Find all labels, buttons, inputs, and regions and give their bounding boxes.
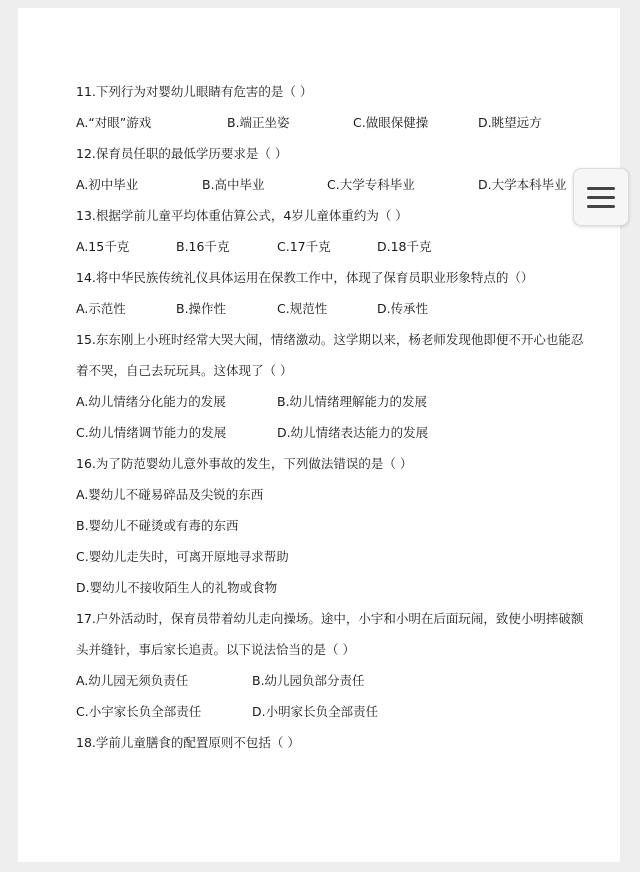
question-17-options-row-2	[76, 699, 576, 730]
question-13-option-c: C.17千克	[277, 239, 331, 254]
question-12-options	[76, 172, 576, 203]
question-12-stem: 12.保育员任职的最低学历要求是（ ）	[76, 146, 288, 161]
question-14-option-b: B.操作性	[176, 301, 227, 316]
question-12-option-c: C.大学专科毕业	[327, 177, 415, 192]
menu-button[interactable]	[573, 168, 629, 226]
question-11-option-b: B.端正坐姿	[227, 115, 290, 130]
question-17-stem-line-1: 17.户外活动时，保育员带着幼儿走向操场。途中，小宇和小明在后面玩闹，致使小明摔破额	[76, 611, 584, 626]
hamburger-icon	[587, 187, 615, 190]
hamburger-icon-bar	[587, 196, 615, 199]
question-15-option-c: C.幼儿情绪调节能力的发展	[76, 425, 227, 440]
hamburger-icon-bar	[587, 205, 615, 208]
question-16-option-c: C.婴幼儿走失时，可离开原地寻求帮助	[76, 549, 289, 564]
question-13-options	[76, 234, 576, 265]
question-15-option-b: B.幼儿情绪理解能力的发展	[277, 394, 428, 409]
question-13-option-b: B.16千克	[176, 239, 230, 254]
question-16-option-b: B.婴幼儿不碰烫或有毒的东西	[76, 518, 239, 533]
question-15-options-row-2	[76, 420, 576, 451]
exam-questions	[76, 79, 584, 761]
question-11-option-a: A.“对眼”游戏	[76, 115, 152, 130]
question-15-option-a: A.幼儿情绪分化能力的发展	[76, 394, 226, 409]
question-17-options-row-1	[76, 668, 576, 699]
question-17-option-b: B.幼儿园负部分责任	[252, 673, 365, 688]
question-18-stem: 18.学前儿童膳食的配置原则不包括（ ）	[76, 735, 300, 750]
question-12-option-a: A.初中毕业	[76, 177, 139, 192]
question-17-option-a: A.幼儿园无须负责任	[76, 673, 189, 688]
question-13-option-d: D.18千克	[377, 239, 432, 254]
question-14-option-d: D.传承性	[377, 301, 429, 316]
question-15-stem-line-2: 着不哭，自己去玩玩具。这体现了（ ）	[76, 363, 293, 378]
question-16-stem: 16.为了防范婴幼儿意外事故的发生，下列做法错误的是（ ）	[76, 456, 413, 471]
question-13-option-a: A.15千克	[76, 239, 130, 254]
question-14-option-c: C.规范性	[277, 301, 328, 316]
question-14-options	[76, 296, 576, 327]
question-11-option-c: C.做眼保健操	[353, 115, 429, 130]
question-16-option-d: D.婴幼儿不接收陌生人的礼物或食物	[76, 580, 278, 595]
question-17-stem-line-2: 头并缝针，事后家长追责。以下说法恰当的是（ ）	[76, 642, 355, 657]
question-11-options	[76, 110, 576, 141]
question-14-stem: 14.将中华民族传统礼仪具体运用在保教工作中，体现了保育员职业形象特点的（）	[76, 270, 534, 285]
question-15-options-row-1	[76, 389, 576, 420]
question-11-option-d: D.眺望远方	[478, 115, 542, 130]
question-16-option-a: A.婴幼儿不碰易碎品及尖锐的东西	[76, 487, 264, 502]
question-17-option-d: D.小明家长负全部责任	[252, 704, 379, 719]
question-11-stem: 11.下列行为对婴幼儿眼睛有危害的是（ ）	[76, 84, 313, 99]
question-12-option-b: B.高中毕业	[202, 177, 265, 192]
question-15-option-d: D.幼儿情绪表达能力的发展	[277, 425, 429, 440]
question-13-stem: 13.根据学前儿童平均体重估算公式，4岁儿童体重约为（ ）	[76, 208, 408, 223]
question-17-option-c: C.小宇家长负全部责任	[76, 704, 202, 719]
question-12-option-d: D.大学本科毕业	[478, 177, 567, 192]
question-14-option-a: A.示范性	[76, 301, 126, 316]
question-15-stem-line-1: 15.东东刚上小班时经常大哭大闹，情绪激动。这学期以来，杨老师发现他即便不开心也能忍	[76, 332, 584, 347]
